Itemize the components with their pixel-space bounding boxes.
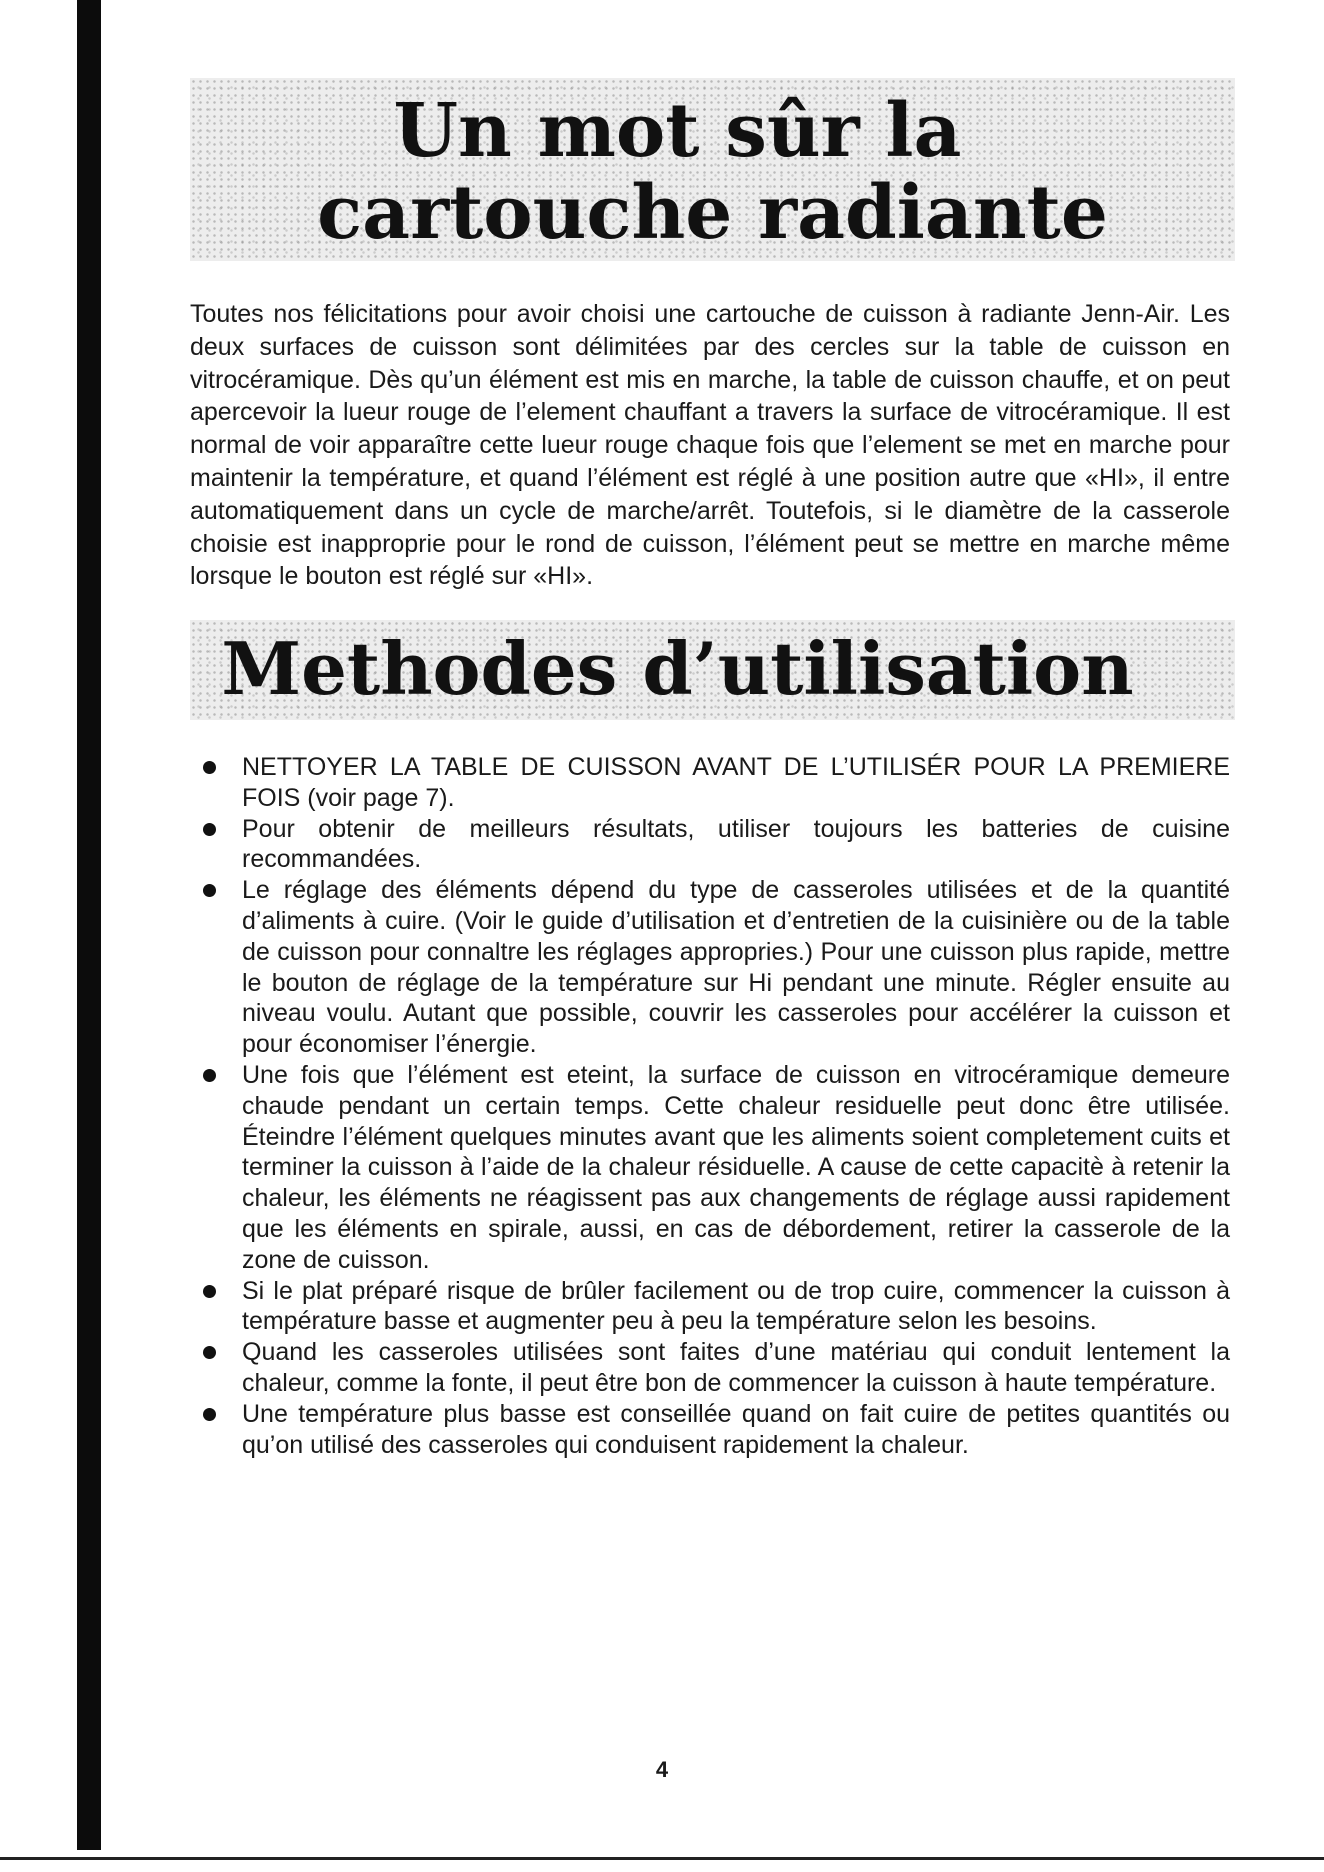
list-item-text: Pour obtenir de meilleurs résultats, utiliser toujours les batteries de cuisine recommandées.	[242, 814, 1230, 874]
heading-line-2: cartouche radiante	[317, 170, 1108, 256]
list-item	[190, 1337, 1230, 1399]
list-item-text: Une fois que l’élément est eteint, la surface de cuisson en vitrocéramique demeure chaude pendant un certain temps. Cette chaleur residuelle peut donc être utilisée. Éteindre l’élément quelques minutes avant que les aliments soient completement cuits et terminer la cuisson à l’aide de la chaleur résiduelle. A cause de cette capacitè à retenir la chaleur, les éléments ne réagissent pas aux changements de réglage aussi rapidement que les éléments en spirale, aussi, en cas de débordement, retirer la casserole de la zone de cuisson.	[242, 1060, 1230, 1274]
page-bottom-rule	[0, 1857, 1324, 1860]
list-item-text: Si le plat préparé risque de brûler facilement ou de trop cuire, commencer la cuisson à température basse et augmenter peu à peu la température selon les besoins.	[242, 1276, 1230, 1336]
bullet-icon	[203, 884, 216, 897]
list-item-text: Une température plus basse est conseillée quand on fait cuire de petites quantités ou qu’on utilisé des casseroles qui conduisent rapidement la chaleur.	[242, 1399, 1230, 1459]
list-item-text: Quand les casseroles utilisées sont faites d’une matériau qui conduit lentement la chaleur, comme la fonte, il peut être bon de commencer la cuisson à haute température.	[242, 1338, 1230, 1397]
bullet-icon	[203, 1285, 216, 1298]
list-item	[190, 1399, 1230, 1461]
list-item	[190, 814, 1230, 876]
heading-line-1: Un mot sûr la	[393, 88, 962, 174]
list-item	[190, 1276, 1230, 1338]
heading-band-methods	[190, 620, 1235, 720]
bullet-icon	[203, 823, 216, 836]
list-item	[190, 752, 1230, 814]
bullet-icon	[203, 761, 216, 774]
binding-margin-bar	[77, 0, 101, 1850]
list-item-text: NETTOYER LA TABLE DE CUISSON AVANT DE L’UTILISÉR POUR LA PREMIERE FOIS (voir page 7).	[242, 753, 1230, 812]
page-number: 4	[655, 1757, 669, 1782]
list-item	[190, 875, 1230, 1060]
usage-bullet-list	[190, 752, 1230, 1460]
bullet-icon	[203, 1346, 216, 1359]
bullet-icon	[203, 1408, 216, 1421]
list-item	[190, 1060, 1230, 1276]
heading-band-radiant-cartridge	[190, 78, 1235, 261]
heading-methods: Methodes d’utilisation	[221, 626, 1134, 711]
intro-paragraph: Toutes nos félicitations pour avoir choisi une cartouche de cuisson à radiante Jenn-Air. Les deux surfaces de cuisson sont délimitées par des cercles sur la table de cuisson en vitrocéramique. Dès qu’un élément est mis en marche, la table de cuisson chauffe, et on peut apercevoir la lueur rouge de l’element chauffant a travers la surface de vitrocéramique. Il est normal de voir apparaître cette lueur rouge chaque fois que l’element se met en marche pour maintenir la température, et quand l’élément est réglé à une position autre que «HI», il entre automatiquement dans un cycle de marche/arrêt. Toutefois, si le diamètre de la casserole choisie est inapproprie pour le rond de cuisson, l’élément peut se mettre en marche même lorsque le bouton est réglé sur «HI».	[190, 300, 1230, 591]
list-item-text: Le réglage des éléments dépend du type de casseroles utilisées et de la quantité d’aliments à cuire. (Voir le guide d’utilisation et d’entretien de la cuisinière ou de la table de cuisson pour connaltre les réglages appropries.) Pour une cuisson plus rapide, mettre le bouton de réglage de la température sur Hi pendant une minute. Régler ensuite au niveau voulu. Autant que possible, couvrir les casseroles pour accélérer la cuisson et pour économiser l’énergie.	[242, 876, 1230, 1059]
bullet-icon	[203, 1069, 216, 1082]
